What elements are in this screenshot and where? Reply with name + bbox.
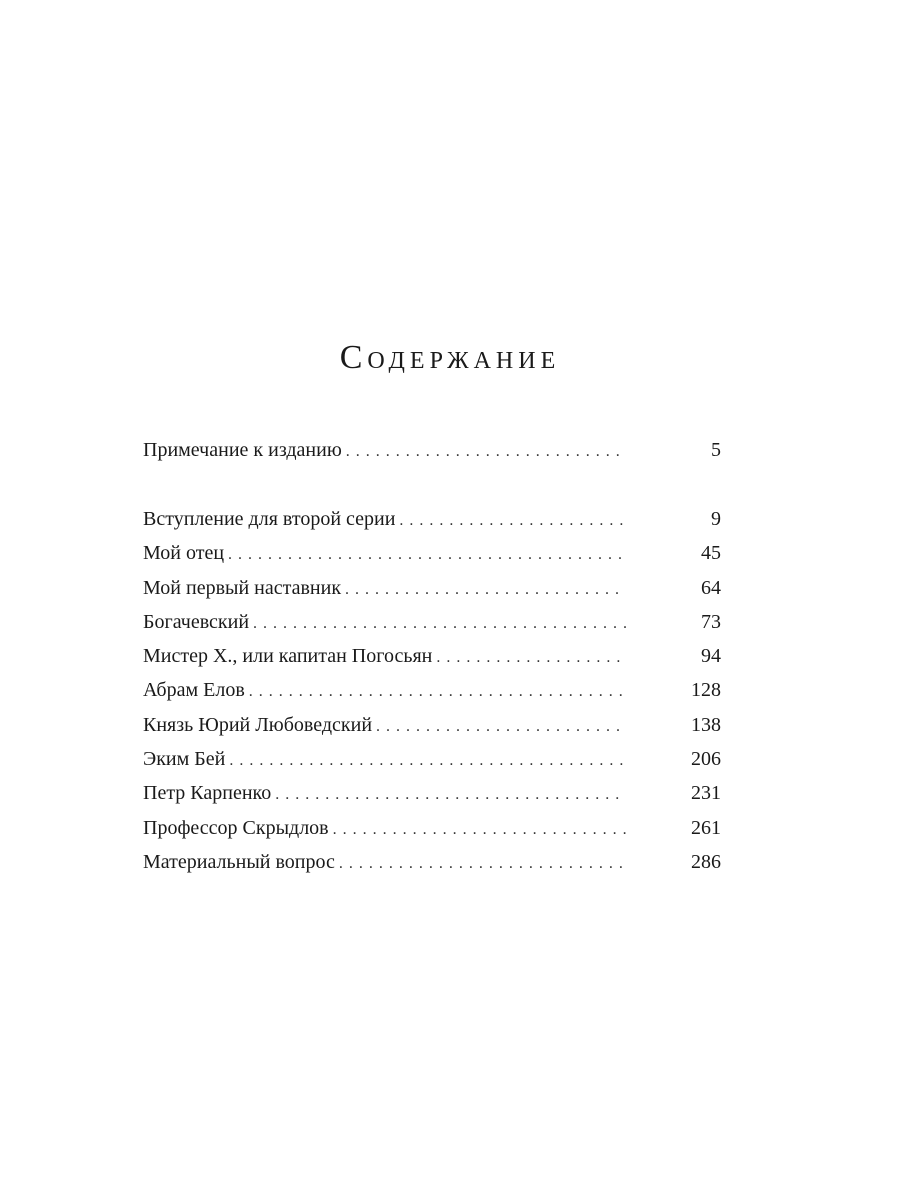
- toc-entry[interactable]: [143, 574, 721, 608]
- toc-entry-page: 73: [701, 610, 721, 633]
- toc-entry[interactable]: [143, 642, 721, 676]
- toc-entry-page: 9: [711, 508, 721, 530]
- toc-entry[interactable]: [143, 676, 721, 710]
- toc-dot-leader: [249, 608, 626, 638]
- toc-entry-label: Мой отец: [143, 542, 225, 565]
- toc-dot-leader: [224, 539, 626, 569]
- toc-dot-leader: [395, 505, 626, 535]
- toc-entry-label: Петр Карпенко: [143, 782, 272, 805]
- toc-entry-page: 5: [711, 439, 721, 461]
- toc-entry[interactable]: [143, 436, 721, 470]
- toc-entry-page: 138: [691, 713, 721, 736]
- toc-entry[interactable]: [143, 745, 721, 779]
- toc-entry[interactable]: [143, 608, 721, 642]
- toc-entry-label: Профессор Скрыдлов: [143, 816, 329, 839]
- toc-entry-label: Князь Юрий Любоведский: [143, 713, 373, 736]
- toc-entry-page: 261: [691, 816, 721, 839]
- toc-entry-page: 94: [701, 645, 721, 668]
- toc-entry-page: 286: [691, 850, 721, 873]
- toc-entry-page: 64: [701, 576, 721, 599]
- toc-entry-label: Мистер Х., или капитан Погосьян: [143, 645, 433, 668]
- toc-dot-leader: [372, 711, 626, 741]
- toc-entry[interactable]: [143, 848, 721, 882]
- toc-entry-label: Эким Бей: [143, 748, 226, 771]
- toc-entry-page: 206: [691, 748, 721, 771]
- toc-entry-page: 128: [691, 679, 721, 702]
- toc-entry[interactable]: [143, 539, 721, 573]
- toc-entry-label: Абрам Елов: [143, 679, 245, 702]
- toc-entry[interactable]: [143, 505, 721, 539]
- toc-dot-leader: [271, 779, 626, 809]
- toc-entry-page: 45: [701, 542, 721, 565]
- toc-dot-leader: [225, 745, 626, 775]
- toc-dot-leader: [245, 676, 626, 706]
- toc-entry-label: Мой первый наставник: [143, 576, 342, 599]
- toc-dot-leader: [341, 574, 626, 604]
- toc-section-notes: [143, 436, 721, 470]
- toc-dot-leader: [335, 848, 626, 878]
- toc-entry[interactable]: [143, 814, 721, 848]
- toc-entry-label: Вступление для второй серии: [143, 508, 396, 530]
- toc-entry[interactable]: [143, 711, 721, 745]
- toc-entry-page: 231: [691, 782, 721, 805]
- toc-entry-label: Богачевский: [143, 610, 250, 633]
- toc-entry-label: Примечание к изданию: [143, 439, 342, 461]
- toc-dot-leader: [432, 642, 626, 672]
- toc-dot-leader: [329, 814, 626, 844]
- toc-entry[interactable]: [143, 779, 721, 813]
- toc-entry-label: Материальный вопрос: [143, 850, 335, 873]
- toc-section-main: [143, 505, 721, 882]
- page-title: Содержание: [339, 339, 561, 376]
- toc-dot-leader: [342, 436, 626, 466]
